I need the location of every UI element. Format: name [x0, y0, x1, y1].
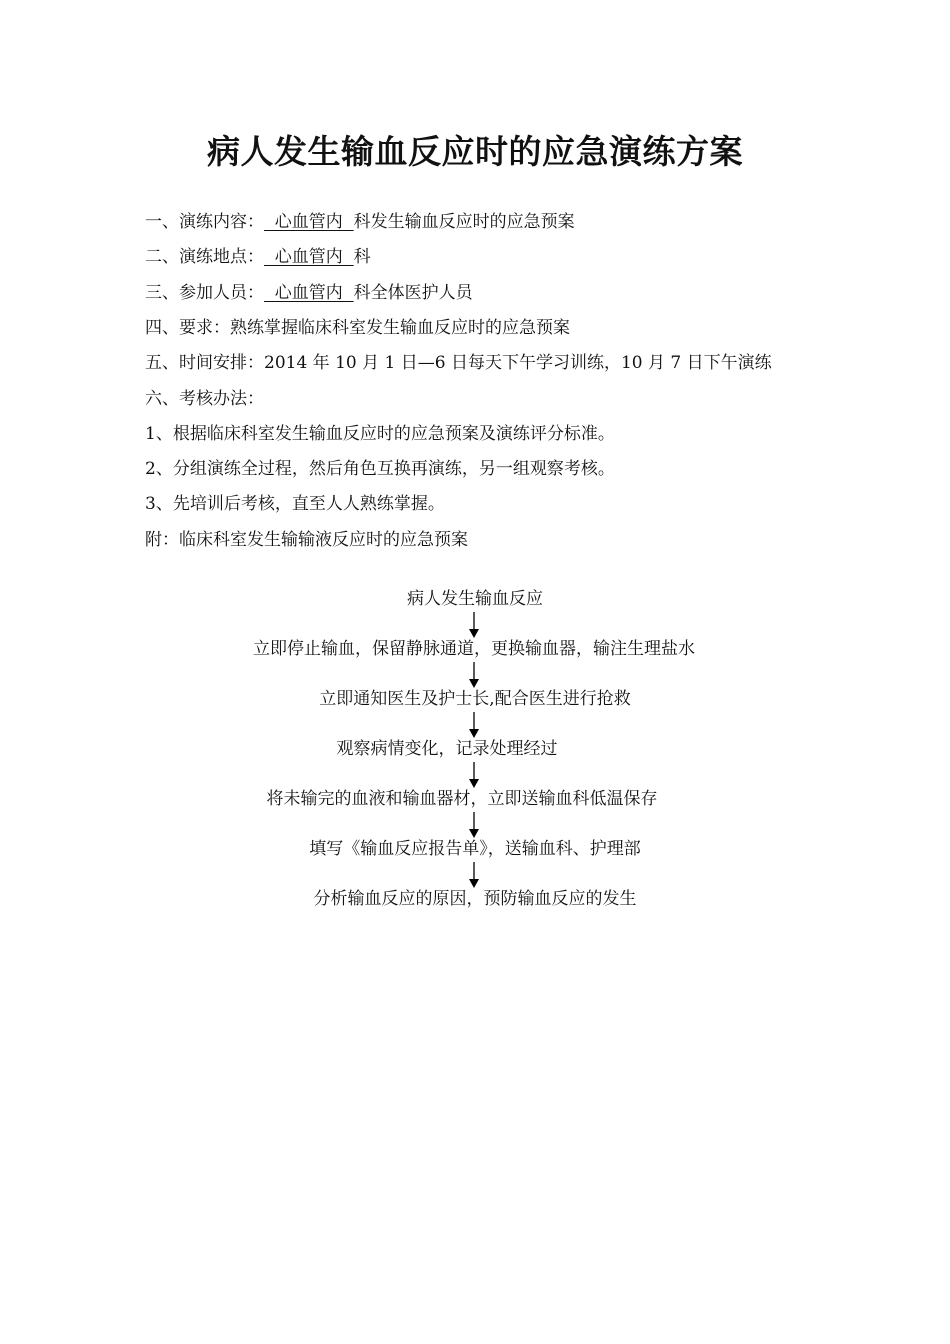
flow-step-4: 观察病情变化，记录处理经过 [336, 739, 558, 759]
flow-arrow-3 [467, 711, 481, 739]
item-schedule: 五、时间安排：2014 年 10 月 1 日—6 日每天下午学习训练，10 月 7 日下午演练 [145, 353, 772, 373]
item-assessment-heading: 六、考核办法： [145, 389, 264, 409]
item-content-dept: 心血管内 [264, 212, 354, 232]
item-location-suffix: 科 [353, 247, 371, 267]
item-content-suffix: 科发生输血反应时的应急预案 [353, 212, 575, 232]
item-requirement: 四、要求：熟练掌握临床科室发生输血反应时的应急预案 [145, 318, 570, 338]
assessment-item-3: 3、先培训后考核，直至人人熟练掌握。 [145, 494, 445, 514]
flow-arrow-6 [467, 861, 481, 889]
flow-arrow-1 [467, 611, 481, 639]
flow-arrow-2 [467, 661, 481, 689]
item-location [145, 246, 371, 268]
assessment-item-1: 1、根据临床科室发生输血反应时的应急预案及演练评分标准。 [145, 424, 615, 444]
flow-step-2: 立即停止输血，保留静脉通道，更换输血器，输注生理盐水 [253, 639, 695, 659]
item-location-label: 二、演练地点： [145, 247, 264, 267]
item-appendix: 附：临床科室发生输输液反应时的应急预案 [145, 530, 468, 550]
flow-step-7: 分析输血反应的原因，预防输血反应的发生 [313, 889, 637, 909]
flow-arrow-5 [467, 811, 481, 839]
assessment-item-2: 2、分组演练全过程，然后角色互换再演练，另一组观察考核。 [145, 459, 615, 479]
document-title: 病人发生输血反应时的应急演练方案 [207, 132, 743, 171]
item-participants-suffix: 科全体医护人员 [353, 283, 473, 303]
flow-step-1: 病人发生输血反应 [407, 589, 543, 609]
item-content-label: 一、演练内容： [145, 212, 264, 232]
flow-arrow-4 [467, 761, 481, 789]
item-participants-label: 三、参加人员： [145, 283, 264, 303]
item-location-dept: 心血管内 [264, 247, 354, 267]
item-participants [145, 282, 473, 304]
flow-step-6: 填写《输血反应报告单》，送输血科、护理部 [309, 839, 641, 859]
item-content [145, 211, 575, 233]
flow-step-3: 立即通知医生及护士长,配合医生进行抢救 [319, 689, 631, 709]
flow-step-5: 将未输完的血液和输血器材，立即送输血科低温保存 [266, 789, 658, 809]
item-participants-dept: 心血管内 [264, 283, 354, 303]
